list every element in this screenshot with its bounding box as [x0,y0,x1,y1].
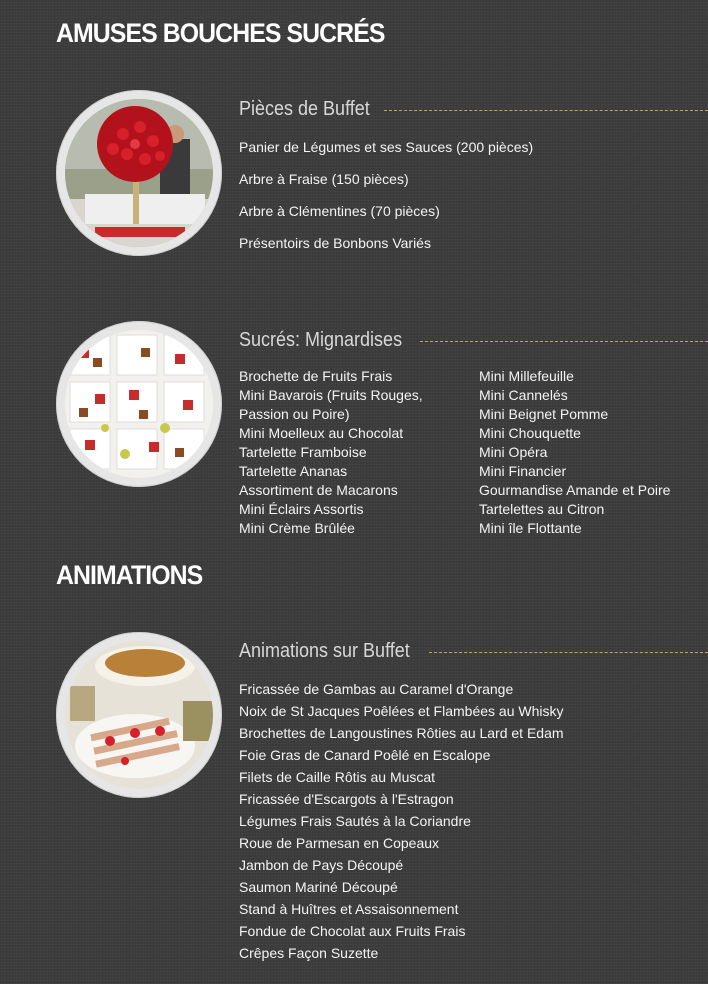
list-item: Stand à Huîtres et Assaisonnement [239,901,459,917]
list-item: Fricassée d'Escargots à l'Estragon [239,791,454,807]
list-item: Mini Crème Brûlée [239,520,355,536]
list-item: Mini Financier [479,463,567,479]
section-title-pieces-de-buffet [239,94,708,124]
list-item: Jambon de Pays Découpé [239,857,404,873]
list-item: Mini Millefeuille [479,368,574,384]
list-item: Mini Opéra [479,444,548,460]
list-item: Roue de Parmesan en Copeaux [239,835,440,851]
list-item: Mini Cannelés [479,387,568,403]
animations-buffet-image [65,641,213,789]
list-item: Présentoirs de Bonbons Variés [239,235,431,251]
list-item: Fricassée de Gambas au Caramel d'Orange [239,681,514,697]
list-item: Mini Bavarois (Fruits Rouges, Passion ou Poire) [239,387,423,422]
dashed-divider [420,341,708,342]
list-item: Arbre à Clémentines (70 pièces) [239,203,440,219]
list-item: Tartelettes au Citron [479,501,605,517]
list-item: Brochette de Fruits Frais [239,368,393,384]
dashed-divider [429,652,708,653]
list-item: Filets de Caille Rôtis au Muscat [239,769,436,785]
list-item: Légumes Frais Sautés à la Coriandre [239,813,471,829]
mignardises-column-1 [239,367,459,538]
mignardises-photo [56,321,222,487]
list-item: Mini Chouquette [479,425,581,441]
strawberry-tree-photo [56,90,222,256]
strawberry-tree-image [65,99,213,247]
heading-animations: ANIMATIONS [56,560,203,590]
list-item: Crêpes Façon Suzette [239,945,379,961]
buffet-items-list [239,137,533,265]
section-title-mignardises [239,325,708,355]
list-item: Gourmandise Amande et Poire [479,482,671,498]
list-item: Tartelette Ananas [239,463,348,479]
section-title-text: Animations sur Buffet [239,639,410,662]
section-title-text: Sucrés: Mignardises [239,328,403,351]
list-item: Saumon Mariné Découpé [239,879,398,895]
section-title-animations-sur-buffet [239,636,708,666]
list-item: Assortiment de Macarons [239,482,398,498]
list-item: Mini Éclairs Assortis [239,501,364,517]
list-item: Panier de Légumes et ses Sauces (200 pièces) [239,139,534,155]
dashed-divider [384,110,708,111]
list-item: Fondue de Chocolat aux Fruits Frais [239,923,466,939]
list-item: Noix de St Jacques Poêlées et Flambées au Whisky [239,703,564,719]
list-item: Mini île Flottante [479,520,582,536]
section-title-text: Pièces de Buffet [239,97,370,120]
animations-buffet-photo [56,632,222,798]
list-item: Arbre à Fraise (150 pièces) [239,171,409,187]
list-item: Mini Beignet Pomme [479,406,609,422]
list-item: Foie Gras de Canard Poêlé en Escalope [239,747,491,763]
list-item: Brochettes de Langoustines Rôties au Lard et Edam [239,725,564,741]
list-item: Tartelette Framboise [239,444,367,460]
list-item: Mini Moelleux au Chocolat [239,425,404,441]
animations-items-list [239,678,564,964]
heading-amuses-bouches-sucres: AMUSES BOUCHES SUCRÉS [56,18,385,48]
mignardises-image [65,330,213,478]
mignardises-column-2 [479,367,670,538]
